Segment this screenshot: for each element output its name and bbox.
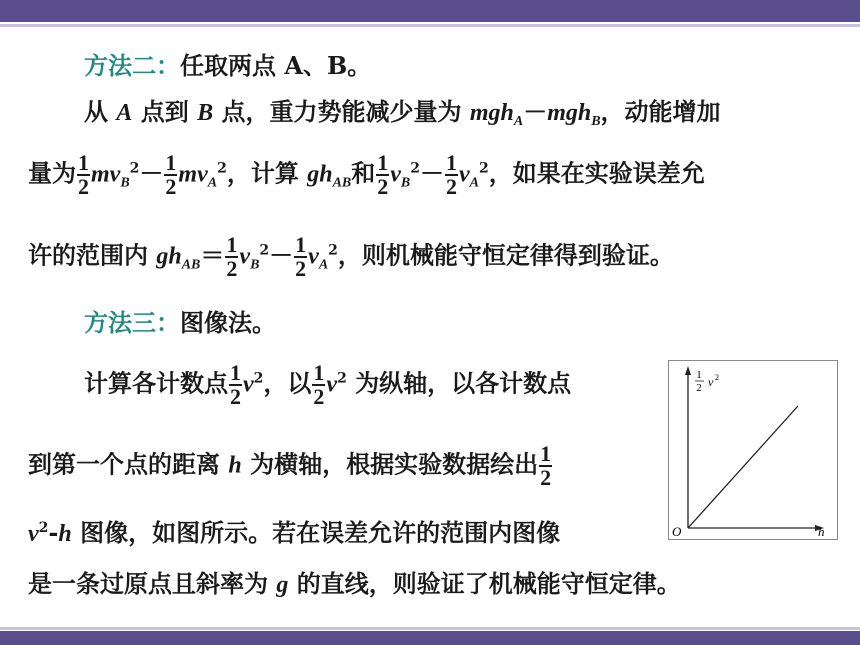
method2-title: 方法二： bbox=[84, 51, 180, 80]
sup-2: 2 bbox=[410, 160, 420, 177]
method2-line2 bbox=[28, 152, 705, 198]
frac-num: 1 bbox=[165, 150, 177, 175]
frac-den: 2 bbox=[295, 256, 307, 281]
var-h: h bbox=[228, 452, 242, 479]
expr-gh: gh bbox=[307, 161, 333, 188]
method3-title: 方法三： bbox=[84, 308, 180, 337]
method3-line1 bbox=[84, 362, 571, 408]
frac-num: 1 bbox=[230, 360, 241, 385]
frac-num: 1 bbox=[78, 150, 89, 175]
frac-num: 1 bbox=[377, 150, 389, 175]
sub-A: A bbox=[207, 175, 218, 191]
text: ，以 bbox=[263, 368, 312, 398]
method3-title-rest: 图像法。 bbox=[180, 308, 276, 337]
sup-2: 2 bbox=[328, 242, 338, 259]
fraction bbox=[539, 443, 552, 489]
expr-mgh: mgh bbox=[547, 100, 592, 126]
dash: - bbox=[48, 518, 59, 547]
text: 到第一个点的距离 bbox=[28, 449, 229, 479]
var-v: v bbox=[243, 371, 254, 398]
fraction bbox=[229, 362, 242, 408]
text: 为横轴，根据实验数据绘出 bbox=[241, 449, 539, 479]
minus: － bbox=[139, 158, 164, 188]
method3-heading bbox=[84, 308, 276, 337]
text: ，如果在实验误差允 bbox=[488, 158, 705, 188]
expr-mv: mv bbox=[91, 161, 121, 188]
fraction bbox=[312, 362, 325, 408]
y-label-den: 2 bbox=[696, 382, 702, 394]
sup-2: 2 bbox=[337, 370, 347, 387]
sub-A: A bbox=[513, 114, 524, 129]
frac-num: 1 bbox=[313, 360, 325, 385]
frac-num: 1 bbox=[295, 232, 307, 257]
sub-A: A bbox=[318, 257, 329, 273]
var-g: g bbox=[276, 572, 289, 598]
sub-AB: AB bbox=[332, 175, 352, 191]
expr-gh: gh bbox=[156, 243, 182, 270]
x-axis-label: h bbox=[818, 524, 825, 539]
sub-A: A bbox=[469, 175, 479, 191]
text: 点到 bbox=[132, 97, 198, 126]
origin-label: O bbox=[672, 524, 682, 539]
top-decor-line bbox=[0, 24, 860, 27]
text: ，则机械能守恒定律得到验证。 bbox=[337, 240, 674, 270]
var-v: v bbox=[308, 243, 319, 270]
fraction bbox=[164, 152, 177, 198]
sup-2: 2 bbox=[253, 370, 264, 387]
graph-frame bbox=[669, 361, 838, 540]
method3-line2 bbox=[28, 443, 553, 489]
top-decor-bar bbox=[0, 0, 860, 22]
frac-den: 2 bbox=[313, 384, 325, 409]
expr-mgh: mgh bbox=[469, 100, 514, 126]
sub-B: B bbox=[400, 175, 411, 191]
frac-den: 2 bbox=[226, 256, 238, 281]
fraction bbox=[376, 152, 389, 198]
sup-2: 2 bbox=[259, 242, 270, 259]
minus: － bbox=[420, 158, 444, 188]
text: 是一条过原点且斜率为 bbox=[28, 569, 277, 598]
graph-figure bbox=[668, 360, 838, 540]
text: ，动能增加 bbox=[600, 97, 721, 126]
fraction bbox=[225, 234, 238, 280]
var-v: v bbox=[390, 161, 401, 188]
method2-line1 bbox=[84, 97, 721, 129]
sub-B: B bbox=[250, 257, 260, 273]
text: 从 bbox=[84, 97, 117, 126]
text: 量为 bbox=[28, 158, 76, 188]
text: 计算各计数点 bbox=[84, 368, 228, 398]
text: 图像，如图所示。若在误差允许的范围内图像 bbox=[71, 518, 561, 547]
var-v: v bbox=[459, 161, 470, 188]
fraction bbox=[294, 234, 307, 280]
var-A: A bbox=[116, 100, 133, 126]
minus: － bbox=[269, 240, 294, 270]
var-v: v bbox=[326, 371, 338, 398]
var-h: h bbox=[58, 521, 72, 547]
sup-2: 2 bbox=[217, 160, 227, 177]
y-label-var: v bbox=[708, 375, 714, 389]
frac-num: 1 bbox=[446, 150, 457, 175]
method2-title-rest: 任取两点 A、B。 bbox=[180, 51, 372, 80]
frac-den: 2 bbox=[165, 174, 177, 199]
text: ，计算 bbox=[226, 158, 308, 188]
expr-mv: mv bbox=[178, 161, 208, 188]
bottom-decor-bar bbox=[0, 631, 860, 645]
text: 的直线，则验证了机械能守恒定律。 bbox=[288, 569, 681, 598]
text: 许的范围内 bbox=[28, 240, 157, 270]
text: 为纵轴，以各计数点 bbox=[346, 368, 572, 398]
bottom-decor-line bbox=[0, 627, 860, 630]
method3-line3 bbox=[28, 518, 561, 547]
y-label-num: 1 bbox=[696, 369, 702, 381]
frac-den: 2 bbox=[377, 174, 389, 199]
method2-heading bbox=[84, 51, 372, 80]
fraction bbox=[77, 152, 90, 198]
sub-B: B bbox=[591, 114, 601, 129]
frac-num: 1 bbox=[226, 232, 238, 257]
sub-AB: AB bbox=[181, 257, 201, 273]
method2-line3 bbox=[28, 234, 674, 280]
frac-den: 2 bbox=[540, 465, 552, 490]
fraction bbox=[445, 152, 458, 198]
sup-2: 2 bbox=[479, 160, 489, 177]
text: 点，重力势能减少量为 bbox=[213, 97, 470, 126]
sub-B: B bbox=[120, 175, 130, 191]
var-v: v bbox=[239, 243, 251, 270]
equals: ＝ bbox=[200, 240, 225, 270]
var-B: B bbox=[197, 100, 214, 126]
method3-line4 bbox=[28, 569, 681, 598]
frac-den: 2 bbox=[230, 384, 241, 409]
y-label-sup: 2 bbox=[715, 373, 719, 382]
minus: － bbox=[523, 97, 548, 126]
sup-2: 2 bbox=[129, 160, 140, 177]
frac-den: 2 bbox=[78, 174, 89, 199]
sup-2: 2 bbox=[38, 520, 49, 536]
frac-num: 1 bbox=[540, 441, 552, 466]
frac-den: 2 bbox=[446, 174, 457, 199]
text: 和 bbox=[351, 158, 376, 188]
var-v: v bbox=[28, 521, 39, 547]
